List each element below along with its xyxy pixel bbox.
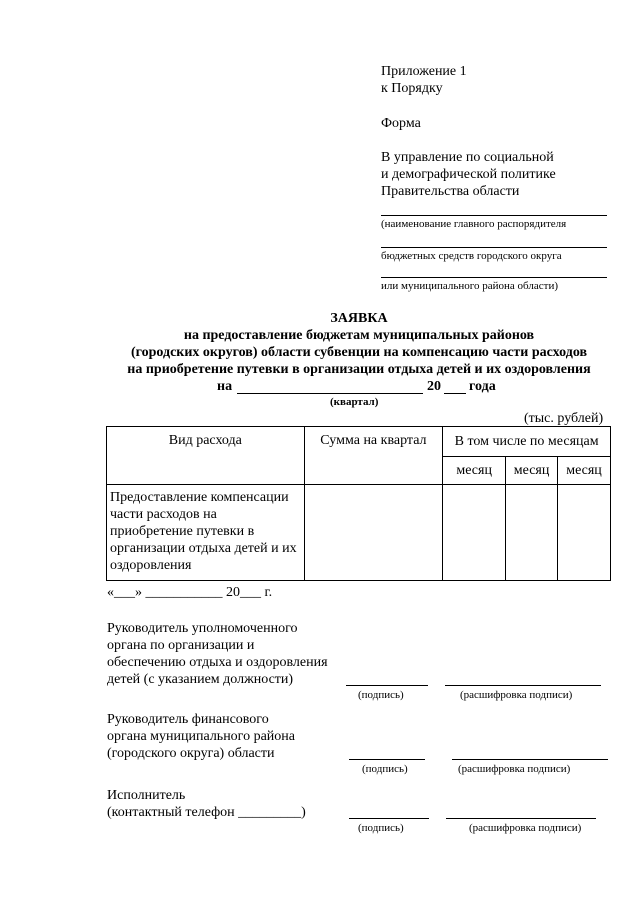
period-suffix: года	[469, 379, 496, 394]
table-row	[107, 485, 611, 581]
order-reference: к Порядку	[381, 81, 443, 96]
quarter-note: (квартал)	[330, 396, 379, 408]
year-blank	[444, 393, 466, 394]
decoding-line-1	[445, 685, 601, 686]
recipient-note-3: или муниципального района области)	[381, 280, 558, 292]
units-label: (тыс. рублей)	[524, 411, 604, 426]
head-authorized-line-1: Руководитель уполномоченного	[107, 621, 298, 636]
signature-line-1	[346, 685, 428, 686]
recipient-underline-3	[381, 277, 607, 278]
month-3-cell[interactable]	[558, 485, 611, 581]
signature-line-3	[349, 818, 429, 819]
head-finance-line-1: Руководитель финансового	[107, 712, 269, 727]
head-authorized-line-4: детей (с указанием должности)	[107, 672, 294, 687]
quarter-blank	[237, 393, 423, 394]
head-finance-line-3: (городского округа) области	[107, 746, 275, 761]
decoding-line-2	[452, 759, 608, 760]
appendix-label: Приложение 1	[381, 64, 467, 79]
form-label: Форма	[381, 116, 421, 131]
head-authorized-line-2: органа по организации и	[107, 638, 255, 653]
addressee-line-2: и демографической политике	[381, 167, 556, 182]
decoding-line-3	[446, 818, 596, 819]
month-1-cell[interactable]	[443, 485, 506, 581]
recipient-note-1: (наименование главного распорядителя	[381, 218, 567, 230]
signature-line-2	[349, 759, 425, 760]
executor-line-2: (контактный телефон _________)	[107, 805, 306, 820]
signature-label-3: (подпись)	[358, 822, 404, 834]
head-authorized-line-3: обеспечению отдыха и оздоровления	[107, 655, 328, 670]
period-prefix: на	[217, 379, 233, 394]
decoding-label-1: (расшифровка подписи)	[460, 689, 573, 701]
month-2-cell[interactable]	[506, 485, 558, 581]
decoding-label-2: (расшифровка подписи)	[458, 763, 571, 775]
col-by-month-header: В том числе по месяцам	[443, 427, 611, 457]
title-line-3: на приобретение путевки в организации отдыха детей и их оздоровления	[127, 362, 591, 377]
expense-cell: Предоставление компенсации части расходов на приобретение путевки в организации отдыха детей и их оздоровления	[107, 485, 305, 581]
recipient-note-2: бюджетных средств городского округа	[381, 250, 562, 262]
period-year: 20	[427, 379, 441, 394]
decoding-label-3: (расшифровка подписи)	[469, 822, 582, 834]
quarter-sum-cell[interactable]	[304, 485, 443, 581]
signature-label-1: (подпись)	[358, 689, 404, 701]
title-line-1: на предоставление бюджетам муниципальных районов	[183, 328, 535, 343]
col-month-2: месяц	[506, 457, 558, 485]
addressee-line-3: Правительства области	[381, 184, 520, 199]
executor-line-1: Исполнитель	[107, 788, 186, 803]
recipient-underline-2	[381, 247, 607, 248]
recipient-underline-1	[381, 215, 607, 216]
addressee-line-1: В управление по социальной	[381, 150, 554, 165]
col-expense-header: Вид расхода	[107, 427, 305, 485]
date-line: «___» ___________ 20___ г.	[107, 585, 273, 600]
document-title: ЗАЯВКА	[330, 311, 388, 326]
head-finance-line-2: органа муниципального района	[107, 729, 295, 744]
col-month-3: месяц	[558, 457, 611, 485]
signature-label-2: (подпись)	[362, 763, 408, 775]
request-table	[106, 426, 611, 581]
col-month-1: месяц	[443, 457, 506, 485]
table-header-row	[107, 427, 611, 457]
title-line-2: (городских округов) области субвенции на компенсацию части расходов	[130, 345, 588, 360]
col-quarter-sum-header: Сумма на квартал	[304, 427, 443, 485]
